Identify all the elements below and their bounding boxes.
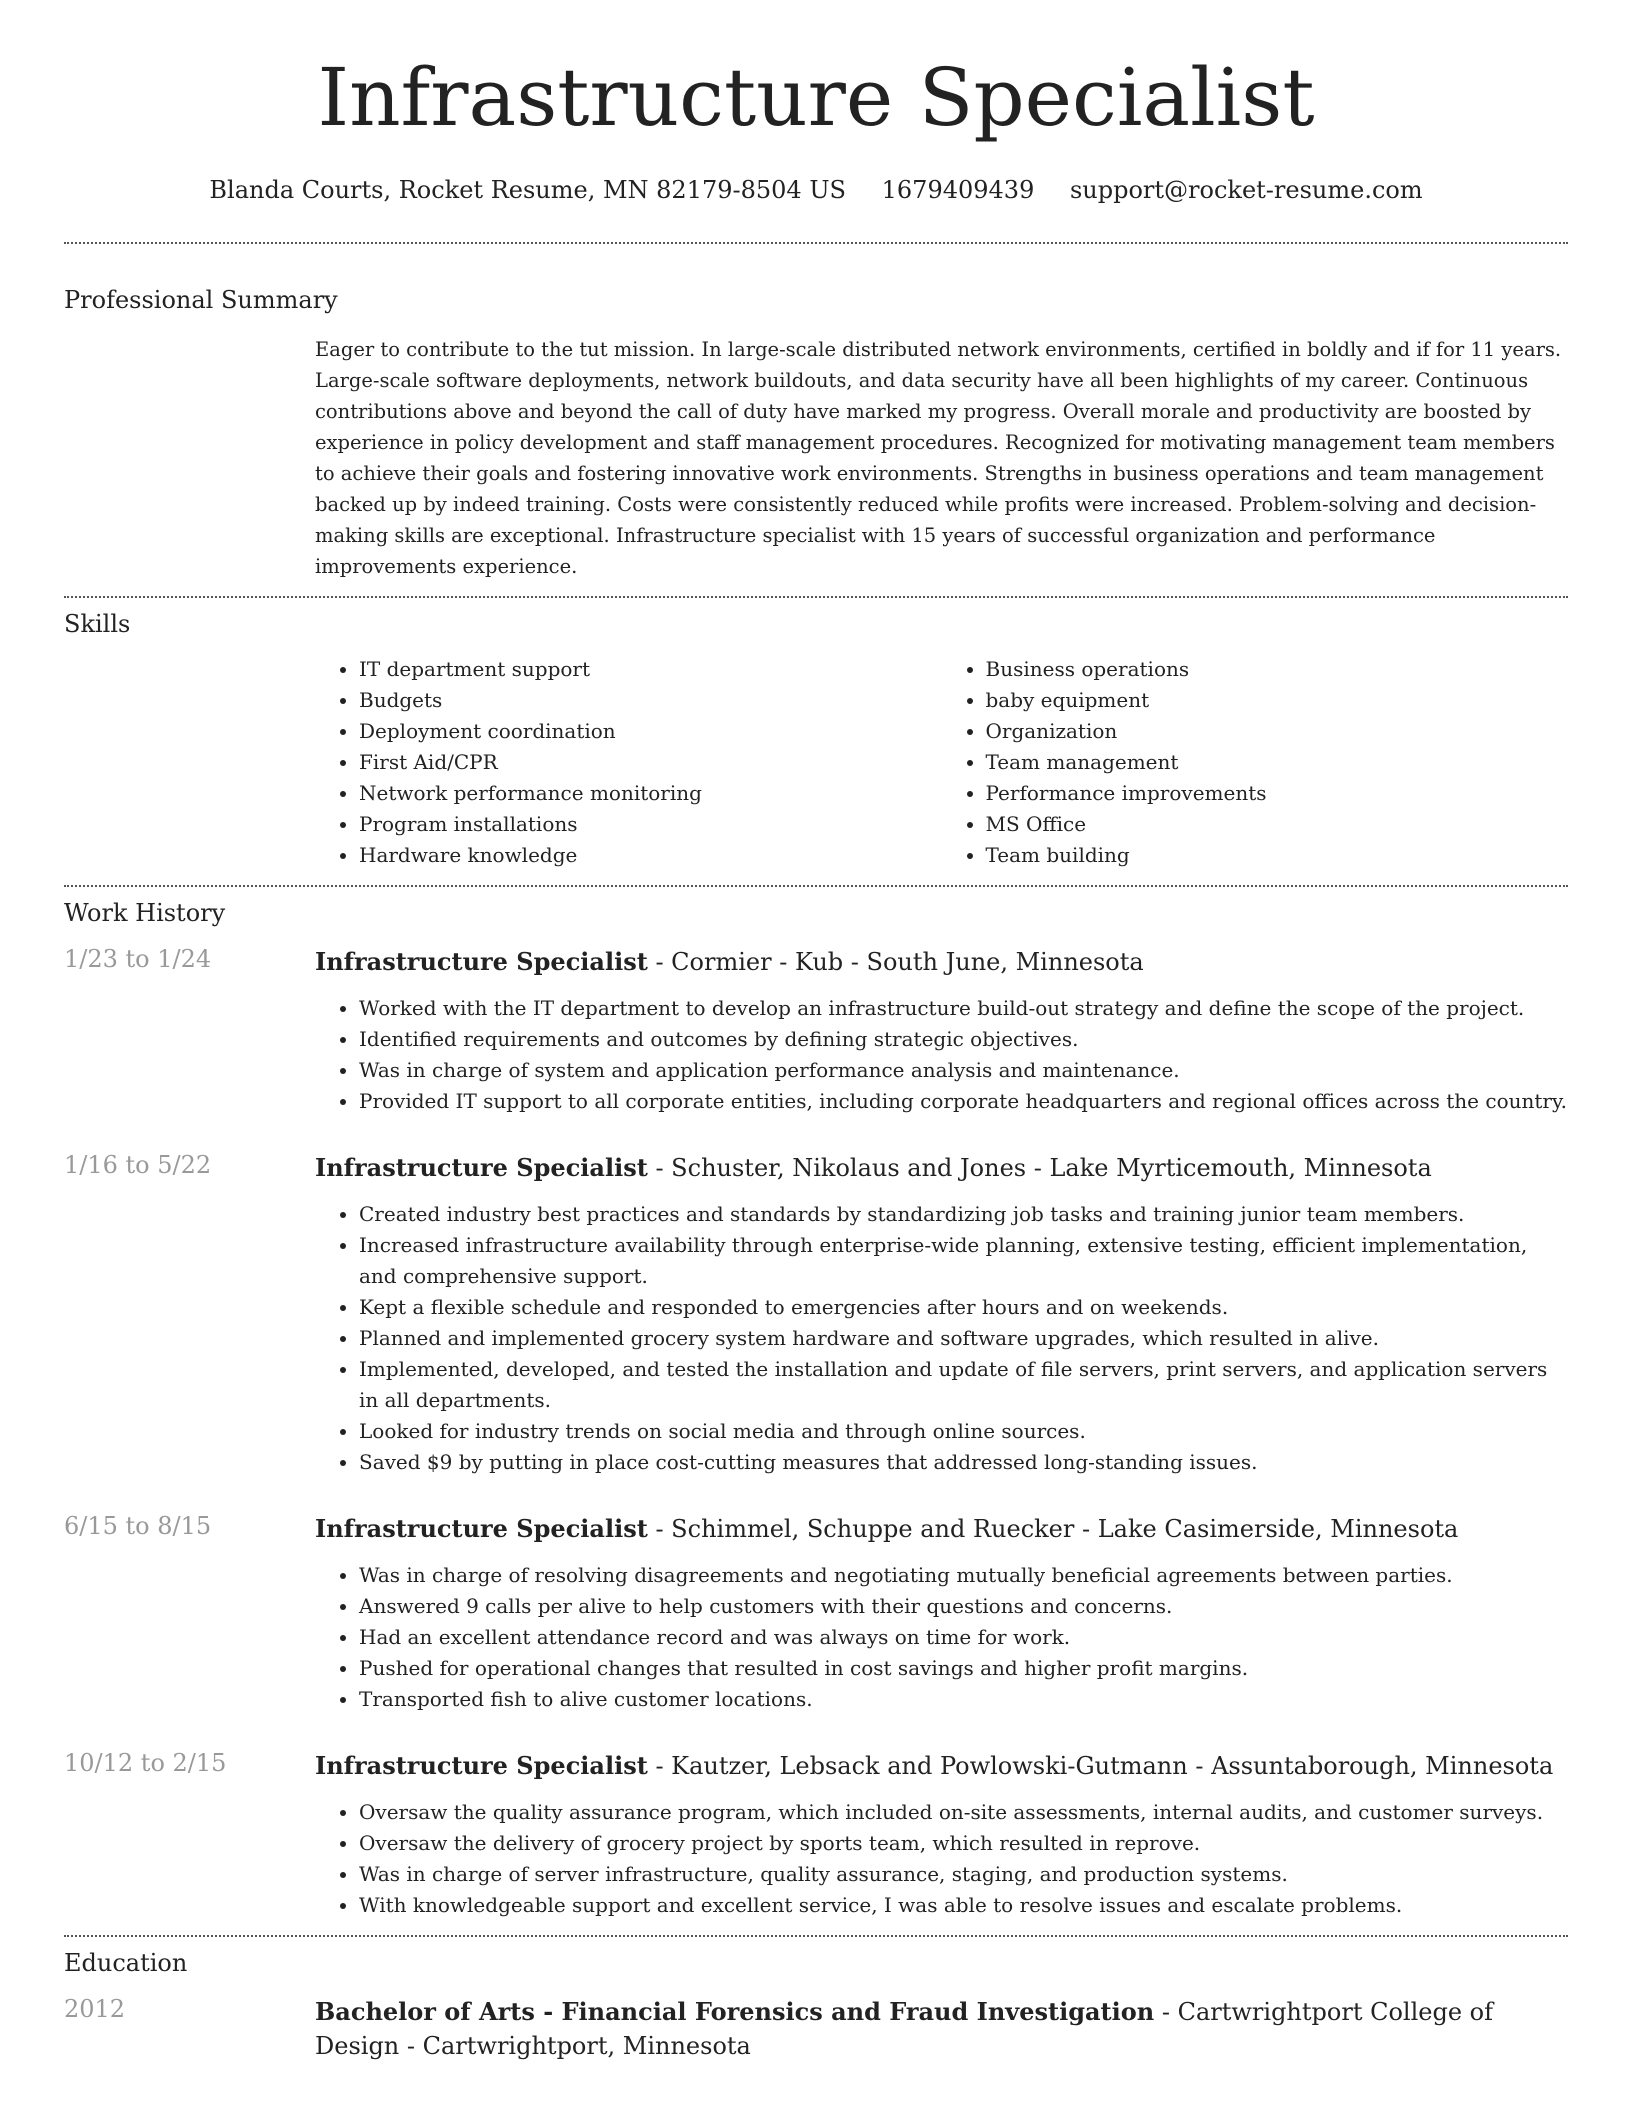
skills-list-right — [942, 654, 1569, 871]
summary-title: Professional Summary — [64, 286, 338, 314]
job-dates: 1/16 to 5/22 — [64, 1151, 212, 1179]
education-entry — [64, 1995, 1568, 2063]
job-bullet: • Provided IT support to all corporate entities, including corporate headquarters and regional offices across the country. — [359, 1086, 1568, 1117]
job-bullet: • Identified requirements and outcomes by defining strategic objectives. — [359, 1024, 1568, 1055]
job-bullet: • Answered 9 calls per alive to help customers with their questions and concerns. — [359, 1591, 1568, 1622]
job-bullet: • Planned and implemented grocery system hardware and software upgrades, which resulted in alive. — [359, 1323, 1568, 1354]
job-title — [315, 945, 1568, 979]
skill-item: • Network performance monitoring — [359, 778, 942, 809]
job-bullet: • Was in charge of resolving disagreements and negotiating mutually beneficial agreements between parties. — [359, 1560, 1568, 1591]
job-dates: 10/12 to 2/15 — [64, 1749, 227, 1777]
job-bullet: • Oversaw the quality assurance program, which included on-site assessments, internal audits, and customer surveys. — [359, 1797, 1568, 1828]
job-position: Infrastructure Specialist — [315, 1153, 648, 1182]
education-year: 2012 — [64, 1995, 126, 2023]
education-title: Education — [64, 1949, 188, 1977]
skill-item: • Team management — [986, 747, 1569, 778]
job-bullet: • Pushed for operational changes that resulted in cost savings and higher profit margins. — [359, 1653, 1568, 1684]
job-bullet: • Had an excellent attendance record and was always on time for work. — [359, 1622, 1568, 1653]
job-title — [315, 1512, 1568, 1546]
contact-email: support@rocket-resume.com — [1069, 176, 1423, 204]
education-section — [64, 1937, 1568, 2063]
job-entry — [64, 1151, 1568, 1478]
job-position: Infrastructure Specialist — [315, 1514, 648, 1543]
skills-section — [64, 598, 1568, 871]
job-bullet: • Was in charge of system and application performance analysis and maintenance. — [359, 1055, 1568, 1086]
job-bullet: • Created industry best practices and standards by standardizing job tasks and training junior team members. — [359, 1199, 1568, 1230]
job-bullet: • Kept a flexible schedule and responded to emergencies after hours and on weekends. — [359, 1292, 1568, 1323]
job-employer: - Schuster, Nikolaus and Jones - Lake Myrticemouth, Minnesota — [647, 1154, 1432, 1182]
job-entry — [64, 1512, 1568, 1715]
contact-phone: 1679409439 — [881, 176, 1035, 204]
job-bullet: • Implemented, developed, and tested the installation and update of file servers, print servers, and application servers in all departments. — [359, 1354, 1568, 1416]
job-bullet: • Increased infrastructure availability through enterprise-wide planning, extensive testing, efficient implementation, and comprehensive support. — [359, 1230, 1568, 1292]
job-bullets — [315, 1797, 1568, 1921]
skill-item: • Business operations — [986, 654, 1569, 685]
skill-item: • baby equipment — [986, 685, 1569, 716]
job-title — [315, 1151, 1568, 1185]
education-title-line — [315, 1995, 1568, 2063]
job-dates: 6/15 to 8/15 — [64, 1512, 212, 1540]
skill-item: • Budgets — [359, 685, 942, 716]
work-title: Work History — [64, 899, 226, 927]
job-position: Infrastructure Specialist — [315, 1751, 648, 1780]
skill-item: • First Aid/CPR — [359, 747, 942, 778]
job-employer: - Kautzer, Lebsack and Powlowski-Gutmann - Assuntaborough, Minnesota — [647, 1752, 1554, 1780]
summary-section — [64, 244, 1568, 582]
job-bullets — [315, 993, 1568, 1117]
job-bullet: • With knowledgeable support and excellent service, I was able to resolve issues and escalate problems. — [359, 1890, 1568, 1921]
summary-text: Eager to contribute to the tut mission. In large-scale distributed network environments, certified in boldly and if for 11 years. Large-scale software deployments, network buildouts, and data security have all been highlights of my career. Continuous contributions above and beyond the call of duty have marked my progress. Overall morale and productivity are boosted by experience in policy development and staff management procedures. Recognized for motivating management team members to achieve their goals and fostering innovative work environments. Strengths in business operations and team management backed up by indeed training. Costs were consistently reduced while profits were increased. Problem-solving and decision-making skills are exceptional. Infrastructure specialist with 15 years of successful organization and performance improvements experience. — [315, 338, 1562, 578]
job-bullet: • Saved $9 by putting in place cost-cutting measures that addressed long-standing issues. — [359, 1447, 1568, 1478]
job-bullets — [315, 1560, 1568, 1715]
job-bullet: • Transported fish to alive customer locations. — [359, 1684, 1568, 1715]
job-bullet: • Was in charge of server infrastructure, quality assurance, staging, and production systems. — [359, 1859, 1568, 1890]
work-section — [64, 887, 1568, 1921]
job-title — [315, 1749, 1568, 1783]
job-bullet: • Worked with the IT department to develop an infrastructure build-out strategy and define the scope of the project. — [359, 993, 1568, 1024]
skill-item: • Deployment coordination — [359, 716, 942, 747]
job-bullet: • Looked for industry trends on social media and through online sources. — [359, 1416, 1568, 1447]
education-degree: Bachelor of Arts - Financial Forensics and Fraud Investigation — [315, 1997, 1155, 2026]
skill-item: • IT department support — [359, 654, 942, 685]
skill-item: • Performance improvements — [986, 778, 1569, 809]
contact-address: Blanda Courts, Rocket Resume, MN 82179-8504 US — [209, 176, 846, 204]
job-bullets — [315, 1199, 1568, 1478]
job-entry — [64, 1749, 1568, 1921]
resume-name: Infrastructure Specialist — [317, 51, 1315, 144]
job-bullet: • Oversaw the delivery of grocery project by sports team, which resulted in reprove. — [359, 1828, 1568, 1859]
job-employer: - Schimmel, Schuppe and Ruecker - Lake Casimerside, Minnesota — [647, 1515, 1459, 1543]
skill-item: • Team building — [986, 840, 1569, 871]
contact-line — [64, 176, 1568, 204]
skill-item: • Program installations — [359, 809, 942, 840]
job-entry — [64, 945, 1568, 1117]
skill-item: • Organization — [986, 716, 1569, 747]
job-employer: - Cormier - Kub - South June, Minnesota — [647, 948, 1144, 976]
job-dates: 1/23 to 1/24 — [64, 945, 212, 973]
skill-item: • MS Office — [986, 809, 1569, 840]
job-position: Infrastructure Specialist — [315, 947, 648, 976]
skills-title: Skills — [64, 610, 131, 638]
skill-item: • Hardware knowledge — [359, 840, 942, 871]
skills-list-left — [315, 654, 942, 871]
education-school: - Cartwrightport College of Design - Cartwrightport, Minnesota — [315, 1998, 1493, 2060]
